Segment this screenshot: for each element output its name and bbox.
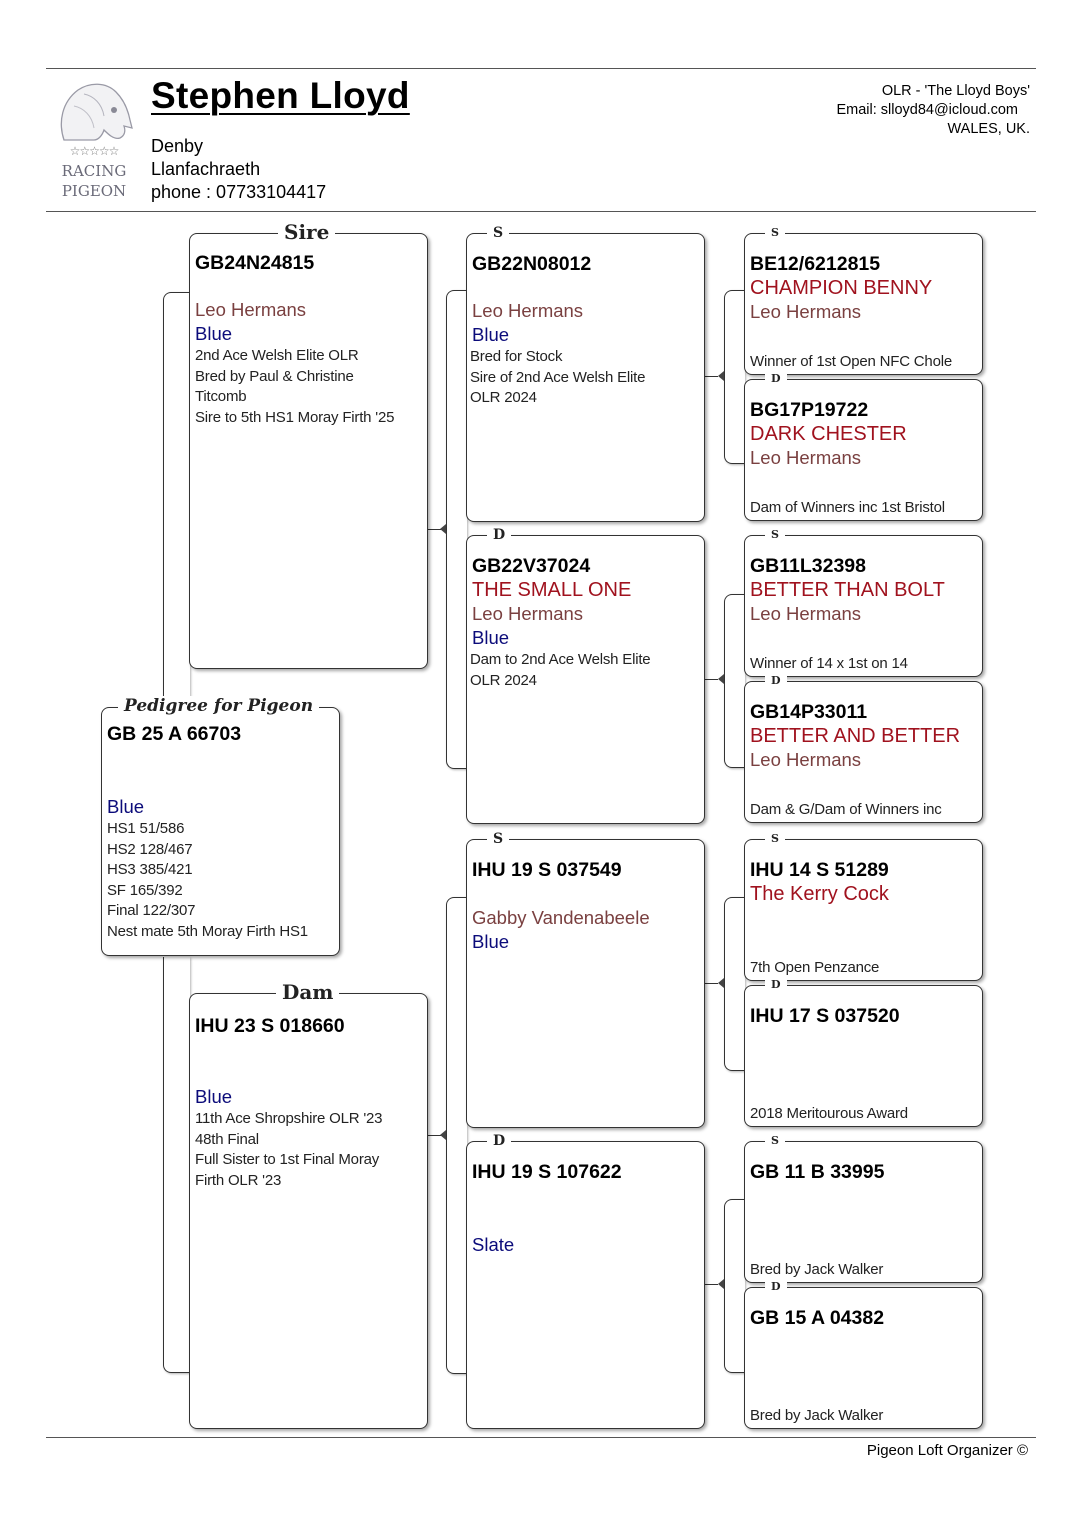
dam-card[interactable] <box>189 980 428 1429</box>
ggp-card-3[interactable] <box>744 528 983 677</box>
ggp-card-5[interactable] <box>744 832 983 981</box>
grandsire-dam-card[interactable] <box>466 831 705 1128</box>
sire-color: Blue <box>195 323 233 344</box>
ggp-label: S <box>765 227 785 239</box>
granddam-sire-ring: GB22V37024 <box>472 555 591 577</box>
note-line: Bred by Paul & Christine <box>195 367 354 385</box>
ggp-note: 7th Open Penzance <box>750 959 880 976</box>
ggp-name: The Kerry Cock <box>750 883 889 905</box>
connector-arrow-icon <box>718 978 724 988</box>
logo-text-pigeon: PIGEON <box>61 182 127 200</box>
ggp-label: S <box>765 529 785 541</box>
grandsire-sire-label: S <box>487 225 509 241</box>
sire-breeder: Leo Hermans <box>195 299 307 320</box>
pigeon-head-icon <box>48 76 140 142</box>
ggp-name: BETTER AND BETTER <box>750 725 961 747</box>
footer-copyright: Pigeon Loft Organizer © <box>866 1442 1028 1459</box>
owner-name: Stephen Lloyd <box>151 75 410 116</box>
connector-dam-stub <box>427 1135 441 1136</box>
connector-stub <box>704 679 718 680</box>
ggp-note: Bred by Jack Walker <box>750 1407 884 1424</box>
subject-card[interactable] <box>101 696 340 956</box>
email-line: Email: slloyd84@icloud.com <box>836 102 1018 118</box>
connector-ds-ggp <box>724 897 745 1071</box>
dam-color: Blue <box>195 1086 233 1107</box>
connector-arrow-icon <box>718 1279 724 1289</box>
ggp-card-1[interactable] <box>744 226 983 375</box>
grandsire-dam-breeder: Gabby Vandenabeele <box>472 907 650 928</box>
grandsire-sire-card[interactable] <box>466 225 705 522</box>
note-line: Final 122/307 <box>107 902 196 919</box>
top-rule <box>46 68 1036 69</box>
connector-dd-ggp <box>724 1199 745 1373</box>
sire-label: Sire <box>278 221 335 243</box>
granddam-dam-color: Slate <box>472 1234 515 1255</box>
connector-sire-grandparents <box>446 290 467 769</box>
grandsire-dam-color: Blue <box>472 931 510 952</box>
ggp-card-7[interactable] <box>744 1134 983 1283</box>
grandsire-dam-label: S <box>487 831 509 847</box>
grandsire-sire-color: Blue <box>472 324 510 345</box>
ggp-label: D <box>765 675 787 687</box>
grandsire-sire-notes <box>470 347 704 409</box>
ggp-label: D <box>765 373 787 385</box>
note-line: Dam to 2nd Ace Welsh Elite <box>470 651 651 668</box>
ggp-card-4[interactable] <box>744 674 983 823</box>
sire-notes <box>195 346 427 428</box>
ggp-breeder: Leo Hermans <box>750 603 862 624</box>
connector-sire-stub <box>427 529 441 530</box>
connector-dam-grandparents <box>446 897 467 1374</box>
address-line-2: Llanfachraeth <box>151 159 261 179</box>
note-line: OLR 2024 <box>470 389 537 406</box>
grandsire-sire-breeder: Leo Hermans <box>472 300 584 321</box>
subject-label: Pedigree for Pigeon <box>118 696 319 716</box>
header-rule <box>46 211 1036 212</box>
ggp-ring: BG17P19722 <box>750 399 869 421</box>
ggp-card-6[interactable] <box>744 978 983 1127</box>
grandsire-sire-ring: GB22N08012 <box>472 253 592 275</box>
connector-subject-dam <box>163 957 190 1373</box>
ggp-name: DARK CHESTER <box>750 423 907 445</box>
address-line-1: Denby <box>151 136 204 156</box>
ggp-label: S <box>765 833 785 845</box>
dam-ring: IHU 23 S 018660 <box>195 1015 345 1037</box>
ggp-card-8[interactable] <box>744 1280 983 1429</box>
note-line: Nest mate 5th Moray Firth HS1 <box>107 922 308 940</box>
club-line: OLR - 'The Lloyd Boys' <box>881 83 1030 99</box>
connector-stub <box>704 1284 718 1285</box>
ggp-breeder: Leo Hermans <box>750 749 862 770</box>
logo-stars: ☆☆☆☆☆ <box>69 144 119 158</box>
note-line: HS2 128/467 <box>107 840 193 858</box>
ggp-breeder: Leo Hermans <box>750 447 862 468</box>
ggp-ring: GB11L32398 <box>750 555 867 577</box>
note-line: Sire of 2nd Ace Welsh Elite <box>470 368 646 386</box>
granddam-sire-color: Blue <box>472 627 510 648</box>
connector-ss-ggp <box>724 290 745 464</box>
granddam-dam-card[interactable] <box>466 1133 705 1429</box>
ggp-card-2[interactable] <box>744 372 983 521</box>
ggp-ring: GB 11 B 33995 <box>750 1161 885 1183</box>
ggp-breeder: Leo Hermans <box>750 301 862 322</box>
granddam-sire-card[interactable] <box>466 527 705 824</box>
ggp-label: D <box>765 979 787 991</box>
note-line: Firth OLR '23 <box>195 1171 282 1189</box>
subject-color: Blue <box>107 796 145 817</box>
ggp-name: BETTER THAN BOLT <box>750 579 945 601</box>
footer-rule <box>46 1437 1036 1438</box>
logo-text-racing: RACING <box>61 162 127 180</box>
ggp-ring: BE12/6212815 <box>750 253 881 275</box>
note-line: Titcomb <box>195 388 247 405</box>
note-line: HS1 51/586 <box>107 820 185 837</box>
dam-label: Dam <box>276 981 339 1003</box>
connector-arrow-icon <box>718 371 724 381</box>
note-line: 48th Final <box>195 1130 259 1148</box>
ggp-label: D <box>765 1281 787 1293</box>
note-line: SF 165/392 <box>107 881 183 899</box>
ggp-ring: IHU 17 S 037520 <box>750 1005 900 1027</box>
granddam-sire-name: THE SMALL ONE <box>472 579 632 601</box>
connector-subject-sire <box>163 292 190 707</box>
note-line: Sire to 5th HS1 Moray Firth '25 <box>195 408 395 426</box>
country-line: WALES, UK. <box>947 121 1030 137</box>
phone-line: phone : 07733104417 <box>151 182 327 202</box>
racing-pigeon-logo <box>48 76 140 204</box>
connector-stub <box>704 983 718 984</box>
ggp-ring: GB14P33011 <box>750 701 868 723</box>
sire-ring: GB24N24815 <box>195 252 315 274</box>
subject-ring: GB 25 A 66703 <box>107 723 242 745</box>
note-line: OLR 2024 <box>470 671 537 689</box>
ggp-note: Winner of 1st Open NFC Chole <box>750 353 952 370</box>
ggp-ring: IHU 14 S 51289 <box>750 859 889 881</box>
ggp-label: S <box>765 1135 785 1147</box>
connector-arrow-icon <box>440 524 446 534</box>
granddam-sire-notes <box>470 650 704 691</box>
note-line: Bred for Stock <box>470 348 563 365</box>
granddam-sire-label: D <box>487 527 511 543</box>
connector-arrow-icon <box>440 1130 446 1140</box>
header-contact <box>836 82 1030 139</box>
ggp-name: CHAMPION BENNY <box>750 277 933 299</box>
ggp-note: Dam of Winners inc 1st Bristol <box>750 499 945 516</box>
note-line: Full Sister to 1st Final Moray <box>195 1151 380 1168</box>
sire-card[interactable] <box>189 220 428 669</box>
granddam-sire-breeder: Leo Hermans <box>472 603 584 624</box>
granddam-dam-ring: IHU 19 S 107622 <box>472 1161 622 1183</box>
ggp-ring: GB 15 A 04382 <box>750 1307 885 1329</box>
connector-stub <box>704 376 718 377</box>
connector-sd-ggp <box>724 594 745 768</box>
grandsire-dam-ring: IHU 19 S 037549 <box>472 859 622 881</box>
dam-notes <box>195 1109 427 1191</box>
ggp-note: Winner of 14 x 1st on 14 <box>750 655 908 672</box>
granddam-dam-label: D <box>487 1133 511 1149</box>
note-line: HS3 385/421 <box>107 861 193 878</box>
connector-arrow-icon <box>718 674 724 684</box>
ggp-note: Bred by Jack Walker <box>750 1261 884 1278</box>
ggp-note: 2018 Meritourous Award <box>750 1105 908 1122</box>
ggp-note: Dam & G/Dam of Winners inc <box>750 801 942 818</box>
note-line: 11th Ace Shropshire OLR '23 <box>195 1110 383 1127</box>
note-line: 2nd Ace Welsh Elite OLR <box>195 347 359 364</box>
subject-notes <box>107 819 339 942</box>
